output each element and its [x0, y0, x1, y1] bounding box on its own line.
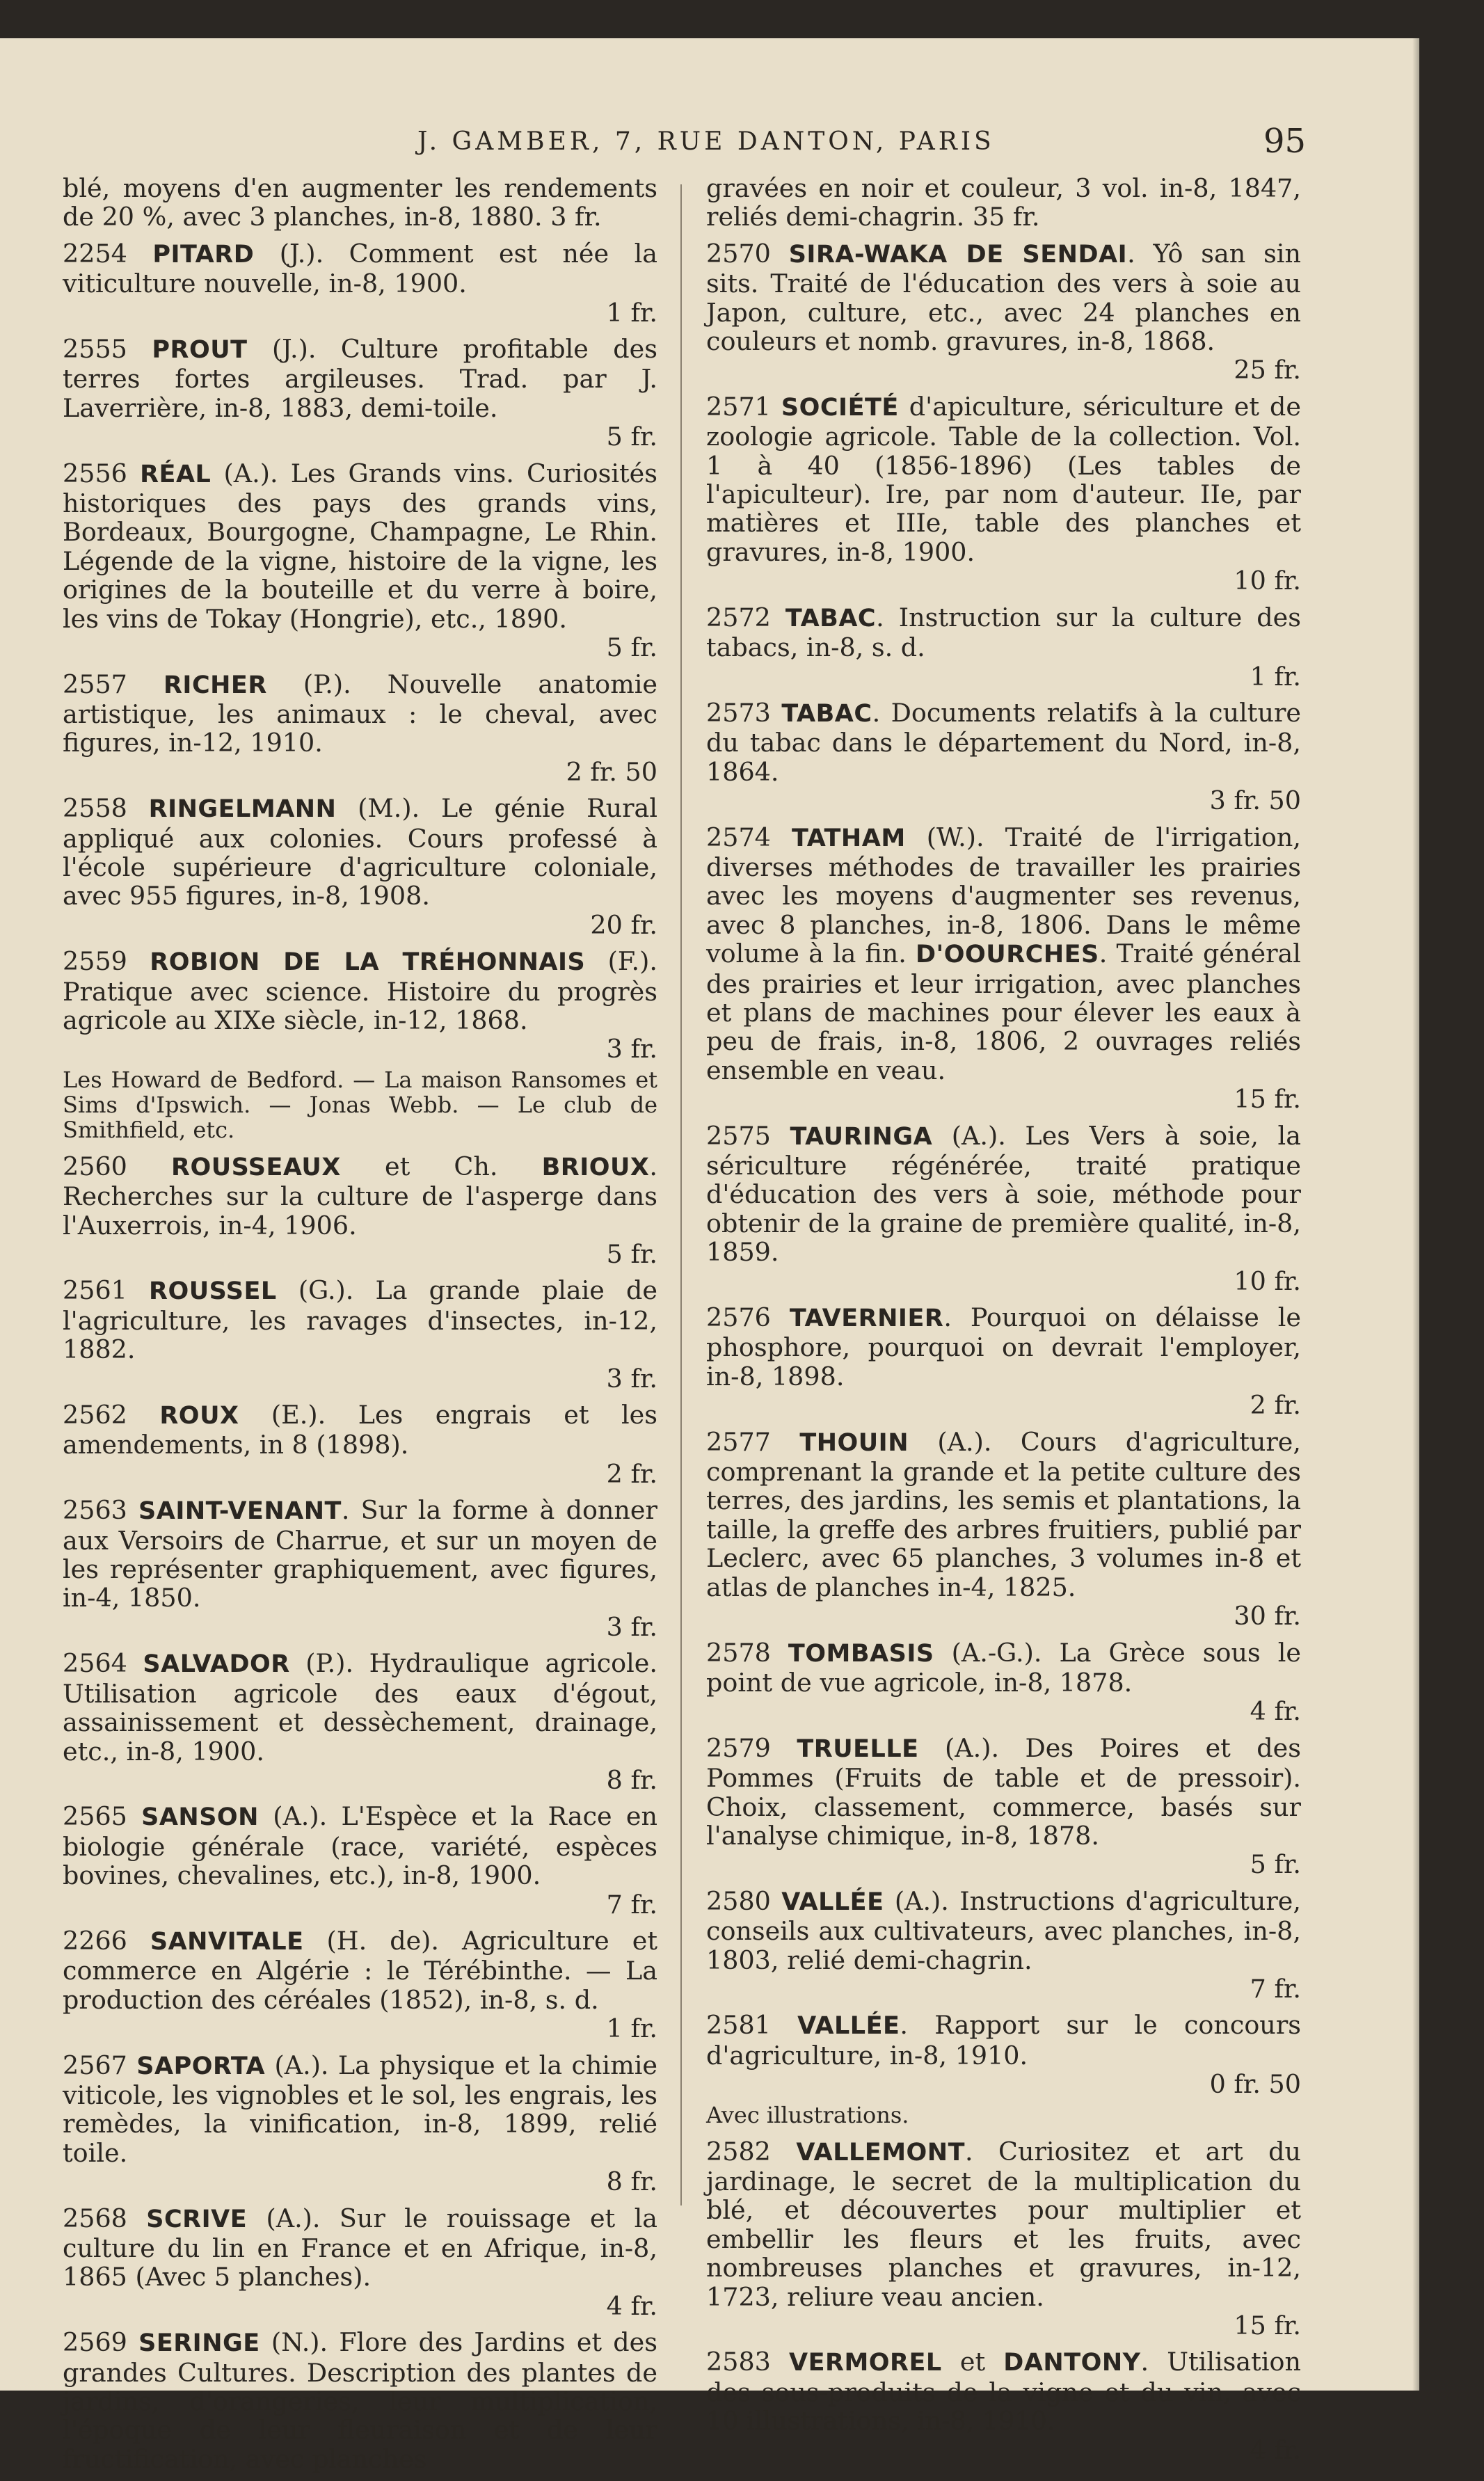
- price: 15 fr.: [1234, 2311, 1301, 2341]
- catalogue-entry: [63, 1276, 657, 1393]
- entry-text: . Yô san sin sits. Traité de l'éducation des vers à soie au Japon, culture, etc., avec 24 planches en couleurs et nomb. gravures, in-8, 1868.: [706, 238, 1301, 357]
- price: 1 fr.: [606, 2013, 657, 2044]
- continuation-text: blé, moyens d'en augmenter les rendements de 20 %, avec 3 planches, in-8, 1880. 3 fr.: [63, 173, 657, 232]
- entry-number: 2569: [63, 2327, 127, 2358]
- entry-text: (W.). Traité de l'irrigation, diverses méthodes de travailler les prairies avec les moyens d'augmenter ses revenus, avec 8 planches, in-8, 1806. Dans le même volume à la fin.: [706, 822, 1301, 969]
- catalogue-entry: [63, 1649, 657, 1794]
- catalogue-entry: [706, 1734, 1301, 1879]
- entry-number: 2574: [706, 822, 771, 852]
- catalogue-entry: [63, 335, 657, 452]
- price: 3 fr.: [606, 1363, 657, 1394]
- author-name: SOCIÉTÉ: [781, 393, 899, 422]
- catalogue-entry: [706, 1122, 1301, 1295]
- catalogue-entry: [706, 1303, 1301, 1420]
- entry-number: 2562: [63, 1400, 127, 1430]
- entry-number: 2579: [706, 1732, 771, 1763]
- author-name: SALVADOR: [143, 1650, 290, 1679]
- entry-text: . Curiositez et art du jardinage, le secret de la multiplication du blé, et découvertes pour multiplier et embellir les fleurs et les fruits, avec nombreuses planches et gravures, in-12, 1723, reliure veau ancien.: [706, 2136, 1301, 2312]
- author-name: VALLEMONT: [796, 2138, 965, 2167]
- entry-text: . Rapport sur le concours d'agriculture, in-8, 1910.: [706, 2010, 1301, 2071]
- author-name: TABAC: [781, 699, 872, 728]
- author-name: VERMOREL: [789, 2349, 942, 2377]
- author-name: ROUSSEAUX: [171, 1153, 341, 1181]
- entry-text: . Instruction sur la culture des tabacs, in-8, s. d.: [706, 602, 1301, 663]
- catalogue-entry: [706, 699, 1301, 815]
- price: 4 fr.: [1250, 2434, 1301, 2465]
- catalogue-entry: [706, 603, 1301, 691]
- page-header: [0, 122, 1419, 163]
- author-name: TATHAM: [792, 824, 906, 852]
- price: 5 fr.: [1250, 1849, 1301, 1880]
- price: 5 fr.: [606, 1239, 657, 1269]
- entry-number: 2580: [706, 1885, 771, 1916]
- price: 5 fr.: [606, 632, 657, 663]
- entry-number: 2560: [63, 1151, 127, 1181]
- entry-text: (A.). La physique et la chimie viticole, les vignobles et le sol, les engrais, les remèdes, la vinification, in-8, 1899, relié toile.: [63, 2050, 657, 2168]
- catalogue-entry: [63, 947, 657, 1064]
- author-name: SERINGE: [138, 2329, 260, 2358]
- catalogue-entry: [706, 1428, 1301, 1631]
- author-name: SCRIVE: [146, 2205, 248, 2233]
- entry-text: . Recherches sur la culture de l'asperge dans l'Auxerrois, in-4, 1906.: [63, 1151, 657, 1240]
- entry-text: . Sur la forme à donner aux Versoirs de Charrue, et sur un moyen de les représenter graphiquement, avec figures, in-4, 1850.: [63, 1495, 657, 1613]
- price: 7 fr.: [606, 1889, 657, 1920]
- price: 20 fr.: [590, 909, 657, 940]
- entry-number: 2577: [706, 1426, 771, 1457]
- entry-number: 2568: [63, 2203, 127, 2233]
- author-name: TAVERNIER: [789, 1305, 944, 1333]
- entry-number: 2576: [706, 1302, 771, 1333]
- price: 3 fr.: [606, 1611, 657, 1642]
- price: 2 fr.: [606, 1458, 657, 1489]
- author-name: PITARD: [152, 240, 255, 269]
- entry-number: 2559: [63, 946, 127, 977]
- author-name: THOUIN: [799, 1428, 909, 1457]
- entry-text: (A.-G.). La Grèce sous le point de vue agricole, in-8, 1878.: [706, 1637, 1301, 1698]
- entry-number: 2254: [63, 238, 127, 269]
- author-name: SAINT-VENANT: [138, 1497, 342, 1526]
- catalogue-entry: [706, 2137, 1301, 2340]
- catalogue-entry: [63, 670, 657, 787]
- continuation-text: gravées en noir et couleur, 3 vol. in-8, 1847, reliés demi-chagrin. 35 fr.: [706, 173, 1301, 232]
- entry-text: (P.). Hydraulique agricole. Utilisation agricole des eaux d'égout, assainissement et dessèchement, drainage, etc., in-8, 1900.: [63, 1648, 657, 1766]
- entry-number: 2556: [63, 458, 127, 488]
- catalogue-entry: [63, 2328, 657, 2473]
- entry-text: (H. de). Agriculture et commerce en Algérie : le Térébinthe. — La production des céréales (1852), in-8, s. d.: [63, 1925, 657, 2015]
- author-name: TAURINGA: [790, 1122, 933, 1151]
- entry-text: (J.). Comment est née la viticulture nouvelle, in-8, 1900.: [63, 238, 657, 299]
- entry-number: 2581: [706, 2010, 771, 2041]
- entry-note: Avec illustrations.: [706, 2101, 909, 2128]
- price: 25 fr.: [1234, 355, 1301, 385]
- running-head: J. GAMBER, 7, RUE DANTON, PARIS: [417, 127, 995, 156]
- author-name: DANTONY: [1003, 2349, 1141, 2377]
- author-name: SANVITALE: [150, 1927, 304, 1956]
- price: 1 fr.: [606, 297, 657, 328]
- entry-number: 2567: [63, 2050, 127, 2080]
- price: 3 fr.: [606, 1034, 657, 1064]
- right-column: [706, 174, 1301, 2472]
- price: 30 fr.: [1234, 1601, 1301, 1632]
- catalogue-entry: [706, 1887, 1301, 2004]
- price: 8 fr.: [606, 1764, 657, 1795]
- entry-text: . Utilisation des sous-produits de la vigne et du vin, avec 10 illustrations, in-8, 1910.: [706, 2347, 1301, 2436]
- entry-number: 2570: [706, 238, 771, 269]
- price: 0 fr. 50: [1209, 2069, 1301, 2100]
- entry-text: . Traité général des prairies et leur irrigation, avec planches et plans de machines pour élever les eaux à peu de frais, in-8, 1806, 2 ouvrages reliés ensemble en veau.: [706, 939, 1301, 1085]
- entry-text: . Pourquoi on délaisse le phosphore, pourquoi on devrait l'employer, in-8, 1898.: [706, 1302, 1301, 1391]
- entry-text: (A.). Sur le rouissage et la culture du lin en France et en Afrique, in-8, 1865 (Avec 5 planches).: [63, 2203, 657, 2292]
- author-name: VALLÉE: [781, 1888, 884, 1916]
- author-name: SIRA-WAKA DE SENDAI: [788, 240, 1128, 269]
- entry-text: (E.). Les engrais et les amendements, in 8 (1898).: [63, 1400, 657, 1460]
- catalogue-page: [0, 38, 1419, 2474]
- author-name: BRIOUX: [541, 1153, 650, 1181]
- entry-text: (A.). Instructions d'agriculture, conseils aux cultivateurs, avec planches, in-8, 1803, relié demi-chagrin.: [706, 1885, 1301, 1975]
- entry-number: 2557: [63, 669, 127, 699]
- author-name: SAPORTA: [136, 2052, 266, 2080]
- catalogue-entry: [706, 2011, 1301, 2098]
- catalogue-entry: [63, 459, 657, 662]
- catalogue-entry: [706, 1638, 1301, 1726]
- page-number: 95: [1263, 122, 1307, 161]
- entry-text: (A.). Cours d'agriculture, comprenant la grande et la petite culture des terres, des jardins, les semis et plantations, la taille, la greffe des arbres fruitiers, publié par Leclerc, avec 65 planches, 3 volumes in-8 et atlas de planches in-4, 1825.: [706, 1426, 1301, 1602]
- author-name: TOMBASIS: [788, 1639, 934, 1668]
- catalogue-entry: [706, 823, 1301, 1114]
- author-name: ROUX: [159, 1402, 239, 1430]
- entry-number: 2266: [63, 1925, 127, 1956]
- entry-number: 2582: [706, 2136, 771, 2167]
- entry-text: (J.). Culture profitable des terres fortes argileuses. Trad. par J. Laverrière, in-8, 1883, demi-toile.: [63, 334, 657, 423]
- author-name: ROUSSEL: [149, 1277, 277, 1306]
- catalogue-entry: [63, 1802, 657, 1919]
- catalogue-entry: [63, 239, 657, 327]
- price: 10 fr.: [1234, 1266, 1301, 1296]
- entry-text: (P.). Nouvelle anatomie artistique, les animaux : le cheval, avec figures, in-12, 1910.: [63, 669, 657, 758]
- price: 4 fr.: [1250, 1696, 1301, 1727]
- entry-text: (N.). Flore des Jardins et des grandes Cultures. Description des plantes de jardins, d'orangeries, leur multiplication, l'époque de leur fleuraison et de leur fructification, avec planches: [63, 2327, 657, 2474]
- catalogue-entry: [63, 2204, 657, 2321]
- price: 10 fr.: [1234, 566, 1301, 596]
- author-name: TRUELLE: [797, 1734, 919, 1763]
- entry-number: 2573: [706, 697, 771, 728]
- author-name: D'OOURCHES: [916, 941, 1099, 969]
- entry-number: 2555: [63, 334, 127, 365]
- catalogue-entry: [63, 1496, 657, 1641]
- author-name: TABAC: [785, 604, 877, 632]
- entry-number: 2558: [63, 793, 127, 824]
- catalogue-entry: [63, 2051, 657, 2196]
- author-name: RINGELMANN: [148, 795, 337, 824]
- author-name: RICHER: [163, 671, 267, 699]
- entry-text: et Ch.: [340, 1151, 542, 1181]
- entry-number: 2571: [706, 391, 771, 422]
- catalogue-entry: [63, 1401, 657, 1488]
- entry-text: (F.). Pratique avec science. Histoire du progrès agricole au XIXe siècle, in-12, 1868.: [63, 946, 657, 1035]
- price: 3 fr.: [550, 202, 602, 232]
- catalogue-entry: [63, 1152, 657, 1269]
- entry-text: (M.). Le génie Rural appliqué aux colonies. Cours professé à l'école supérieure d'agriculture coloniale, avec 955 figures, in-8, 1908.: [63, 793, 657, 911]
- entry-number: 2575: [706, 1120, 771, 1151]
- entry-number: 2578: [706, 1637, 771, 1668]
- price: 1 fr.: [1250, 661, 1301, 692]
- entry-text: (A.). Des Poires et des Pommes (Fruits de table et de pressoir). Choix, classement, commerce, basés sur l'analyse chimique, in-8, 1878.: [706, 1732, 1302, 1851]
- author-name: VALLÉE: [797, 2012, 900, 2041]
- entry-text: (A.). Les Vers à soie, la sériculture régénérée, traité pratique d'éducation des vers à soie, méthode pour obtenir de la graine de première qualité, in-8, 1859.: [706, 1120, 1301, 1268]
- entry-number: 2583: [706, 2347, 771, 2377]
- catalogue-entry: [63, 794, 657, 939]
- author-name: SANSON: [141, 1803, 259, 1832]
- entry-text: (G.). La grande plaie de l'agriculture, les ravages d'insectes, in-12, 1882.: [63, 1275, 657, 1365]
- left-column: [63, 174, 657, 2481]
- author-name: RÉAL: [140, 460, 212, 488]
- price: 7 fr.: [1250, 1973, 1301, 2004]
- entry-text: . Documents relatifs à la culture du tabac dans le département du Nord, in-8, 1864.: [706, 697, 1301, 787]
- entry-number: 2563: [63, 1495, 127, 1526]
- price: 2 fr. 50: [566, 756, 657, 787]
- entry-text: et: [941, 2347, 1004, 2377]
- price: 35 fr.: [972, 202, 1040, 232]
- column-divider: [680, 184, 682, 2205]
- price: 5 fr.: [606, 422, 657, 452]
- catalogue-entry: [706, 2347, 1301, 2464]
- entry-number: 2572: [706, 602, 771, 632]
- price: 4 fr.: [606, 2290, 657, 2321]
- price: 8 fr.: [606, 2167, 657, 2197]
- entry-text: (A.). L'Espèce et la Race en biologie générale (race, variété, espèces bovines, chevalines, etc.), in-8, 1900.: [63, 1801, 657, 1891]
- entry-note: Les Howard de Bedford. — La maison Ransomes et Sims d'Ipswich. — Jonas Webb. — Le club de Smithfield, etc.: [63, 1066, 657, 1143]
- price: 15 fr.: [1234, 1084, 1301, 1115]
- author-name: ROBION DE LA TRÉHONNAIS: [150, 948, 586, 977]
- entry-text: d'apiculture, sériculture et de zoologie agricole. Table de la collection. Vol. 1 à 40 (1856-1896) (Les tables de l'apiculteur). Ire, par nom d'auteur. IIe, par matières et IIIe, table des planches et gravures, in-8, 1900.: [706, 391, 1301, 567]
- author-name: PROUT: [152, 336, 248, 365]
- catalogue-entry: [706, 239, 1301, 385]
- entry-text: (A.). Les Grands vins. Curiosités historiques des pays des grands vins, Bordeaux, Bourgogne, Champagne, Le Rhin. Légende de la vigne, histoire de la vigne, les origines de la bouteille et du verre à boire, les vins de Tokay (Hongrie), etc., 1890.: [63, 458, 657, 634]
- price: 3 fr. 50: [1209, 785, 1301, 816]
- catalogue-entry: [706, 392, 1301, 596]
- entry-number: 2561: [63, 1275, 127, 1306]
- price: 2 fr.: [1250, 1390, 1301, 1421]
- entry-number: 2564: [63, 1648, 127, 1679]
- entry-number: 2565: [63, 1801, 127, 1832]
- catalogue-entry: [63, 1926, 657, 2043]
